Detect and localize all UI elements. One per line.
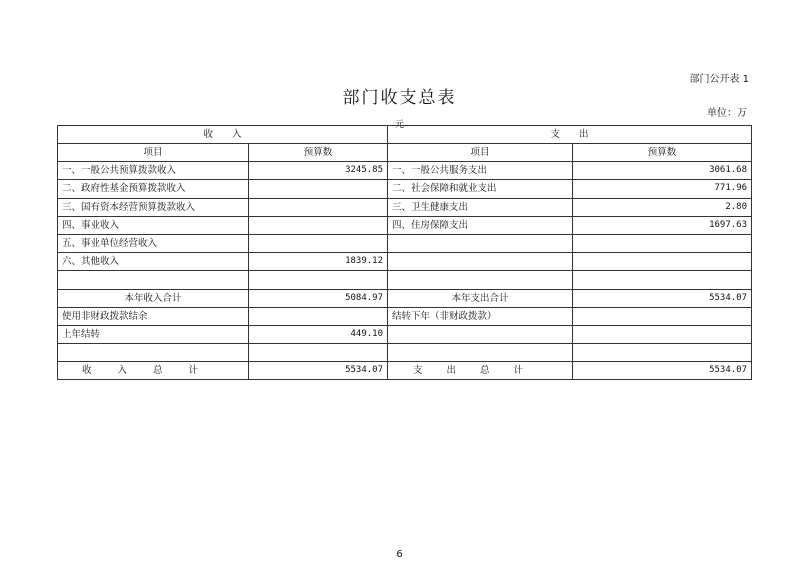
expense-item: 结转下年（非财政拨款） <box>388 307 573 325</box>
income-value: 3245.85 <box>249 162 388 180</box>
expense-item: 四、住房保障支出 <box>388 216 573 234</box>
income-item <box>58 344 249 362</box>
expense-value <box>573 253 752 271</box>
table-row <box>58 162 752 180</box>
expense-subtotal-label: 本年支出合计 <box>388 289 573 307</box>
expense-value: 1697.63 <box>573 216 752 234</box>
table-row <box>58 271 752 289</box>
income-value <box>249 307 388 325</box>
table-row <box>58 253 752 271</box>
income-total-value: 5534.07 <box>249 362 388 380</box>
expense-value: 3061.68 <box>573 162 752 180</box>
expense-value <box>573 307 752 325</box>
table-row <box>58 325 752 343</box>
income-item <box>58 271 249 289</box>
unit-label-continued: 元 <box>395 120 405 130</box>
expense-value: 2.80 <box>573 198 752 216</box>
page-number: 6 <box>396 549 403 560</box>
subtotal-row <box>58 289 752 307</box>
section-header-row <box>58 126 752 144</box>
income-value <box>249 271 388 289</box>
expense-item <box>388 271 573 289</box>
table-row <box>58 198 752 216</box>
expense-item: 二、社会保障和就业支出 <box>388 180 573 198</box>
expense-item: 三、卫生健康支出 <box>388 198 573 216</box>
col-header-budget: 预算数 <box>249 144 388 162</box>
expense-value <box>573 325 752 343</box>
col-header-item: 项目 <box>58 144 249 162</box>
table-row <box>58 216 752 234</box>
income-value <box>249 216 388 234</box>
col-header-item: 项目 <box>388 144 573 162</box>
income-item: 上年结转 <box>58 325 249 343</box>
table-row <box>58 307 752 325</box>
expense-value <box>573 344 752 362</box>
income-value <box>249 180 388 198</box>
expense-total-label: 支出总计 <box>388 362 573 380</box>
expense-item <box>388 253 573 271</box>
income-item: 五、事业单位经营收入 <box>58 234 249 252</box>
column-header-row <box>58 144 752 162</box>
budget-summary-table <box>57 125 752 380</box>
col-header-budget: 预算数 <box>573 144 752 162</box>
income-value: 449.10 <box>249 325 388 343</box>
income-item: 四、事业收入 <box>58 216 249 234</box>
expense-item <box>388 234 573 252</box>
income-item: 三、国有资本经营预算拨款收入 <box>58 198 249 216</box>
income-subtotal-label: 本年收入合计 <box>58 289 249 307</box>
expense-item <box>388 325 573 343</box>
expense-total-value: 5534.07 <box>573 362 752 380</box>
expense-subtotal-value: 5534.07 <box>573 289 752 307</box>
table-number: 部门公开表 1 <box>689 74 749 85</box>
income-value <box>249 198 388 216</box>
expense-item <box>388 344 573 362</box>
table-row <box>58 344 752 362</box>
income-value: 1839.12 <box>249 253 388 271</box>
income-total-label: 收入总计 <box>58 362 249 380</box>
income-item: 一、一般公共预算拨款收入 <box>58 162 249 180</box>
table-row <box>58 180 752 198</box>
income-item: 使用非财政拨款结余 <box>58 307 249 325</box>
income-item: 六、其他收入 <box>58 253 249 271</box>
unit-label: 单位：万 <box>707 108 747 119</box>
income-section-header: 收 入 <box>58 126 388 144</box>
table-row <box>58 234 752 252</box>
expense-value: 771.96 <box>573 180 752 198</box>
income-value <box>249 234 388 252</box>
expense-section-header: 支 出 <box>388 126 752 144</box>
income-item: 二、政府性基金预算拨款收入 <box>58 180 249 198</box>
income-value <box>249 344 388 362</box>
expense-value <box>573 271 752 289</box>
income-subtotal-value: 5084.97 <box>249 289 388 307</box>
page-title: 部门收支总表 <box>342 88 457 108</box>
total-row <box>58 362 752 380</box>
expense-item: 一、一般公共服务支出 <box>388 162 573 180</box>
expense-value <box>573 234 752 252</box>
